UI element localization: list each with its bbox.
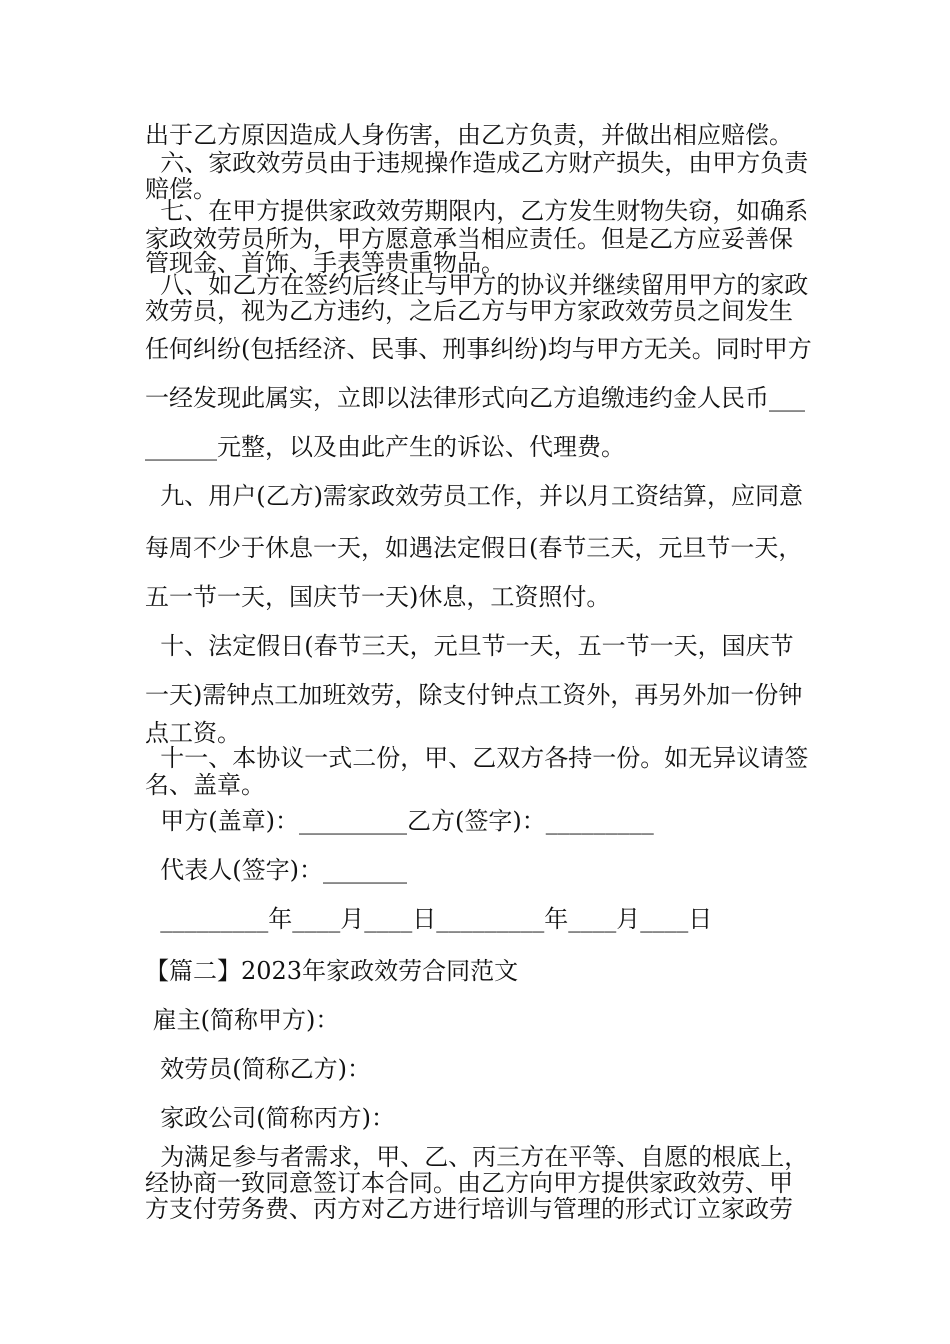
text-line: 管现金、首饰、手表等贵重物品。: [145, 249, 505, 277]
text-line: 效劳员(简称乙方)：: [145, 1055, 371, 1083]
text-line: 任何纠纷(包括经济、民事、刑事纠纷)均与甲方无关。同时甲方: [145, 335, 812, 363]
text-line: 名、盖章。: [145, 771, 265, 799]
text-line: 为满足参与者需求，甲、乙、丙三方在平等、自愿的根底上，: [145, 1143, 809, 1171]
text-line: 家政效劳员所为，甲方愿意承当相应责任。但是乙方应妥善保: [145, 225, 793, 253]
signature-line-parties: 甲方(盖章)：_________乙方(签字)：_________: [145, 807, 654, 835]
text-line: 家政公司(简称丙方)：: [145, 1104, 395, 1132]
text-line: 十、法定假日(春节三天，元旦节一天，五一节一天，国庆节: [145, 632, 794, 660]
text-line: ______元整，以及由此产生的诉讼、代理费。: [145, 433, 625, 461]
text-line: 出于乙方原因造成人身伤害，由乙方负责，并做出相应赔偿。: [145, 121, 793, 149]
date-line: _________年____月____日_________年____月____日: [145, 905, 713, 933]
text-line: 赔偿。: [145, 175, 217, 203]
text-line: 六、家政效劳员由于违规操作造成乙方财产损失，由甲方负责: [145, 149, 809, 177]
text-line: 八、如乙方在签约后终止与甲方的协议并继续留用甲方的家政: [145, 271, 809, 299]
text-line: 九、用户(乙方)需家政效劳员工作，并以月工资结算，应同意: [145, 482, 803, 510]
text-line: 一天)需钟点工加班效劳，除支付钟点工资外，再另外加一份钟: [145, 681, 803, 709]
text-line: 效劳员，视为乙方违约，之后乙方与甲方家政效劳员之间发生: [145, 297, 793, 325]
text-line: 方支付劳务费、丙方对乙方进行培训与管理的形式订立家政劳: [145, 1195, 793, 1223]
signature-line-representative: 代表人(签字)：_______: [145, 856, 407, 884]
text-line: 点工资。: [145, 719, 241, 747]
section-heading: 【篇二】2023年家政效劳合同范文: [145, 957, 519, 985]
text-line: 七、在甲方提供家政效劳期限内，乙方发生财物失窃，如确系: [145, 197, 809, 225]
text-line: 五一节一天，国庆节一天)休息，工资照付。: [145, 583, 611, 611]
text-line: 每周不少于休息一天，如遇法定假日(春节三天，元旦节一天，: [145, 534, 803, 562]
text-line: 一经发现此属实，立即以法律形式向乙方追缴违约金人民币___: [145, 384, 805, 412]
text-line: 十一、本协议一式二份，甲、乙双方各持一份。如无异议请签: [145, 744, 809, 772]
text-line: 雇主(简称甲方)：: [145, 1006, 340, 1034]
text-line: 经协商一致同意签订本合同。由乙方向甲方提供家政效劳、甲: [145, 1169, 793, 1197]
